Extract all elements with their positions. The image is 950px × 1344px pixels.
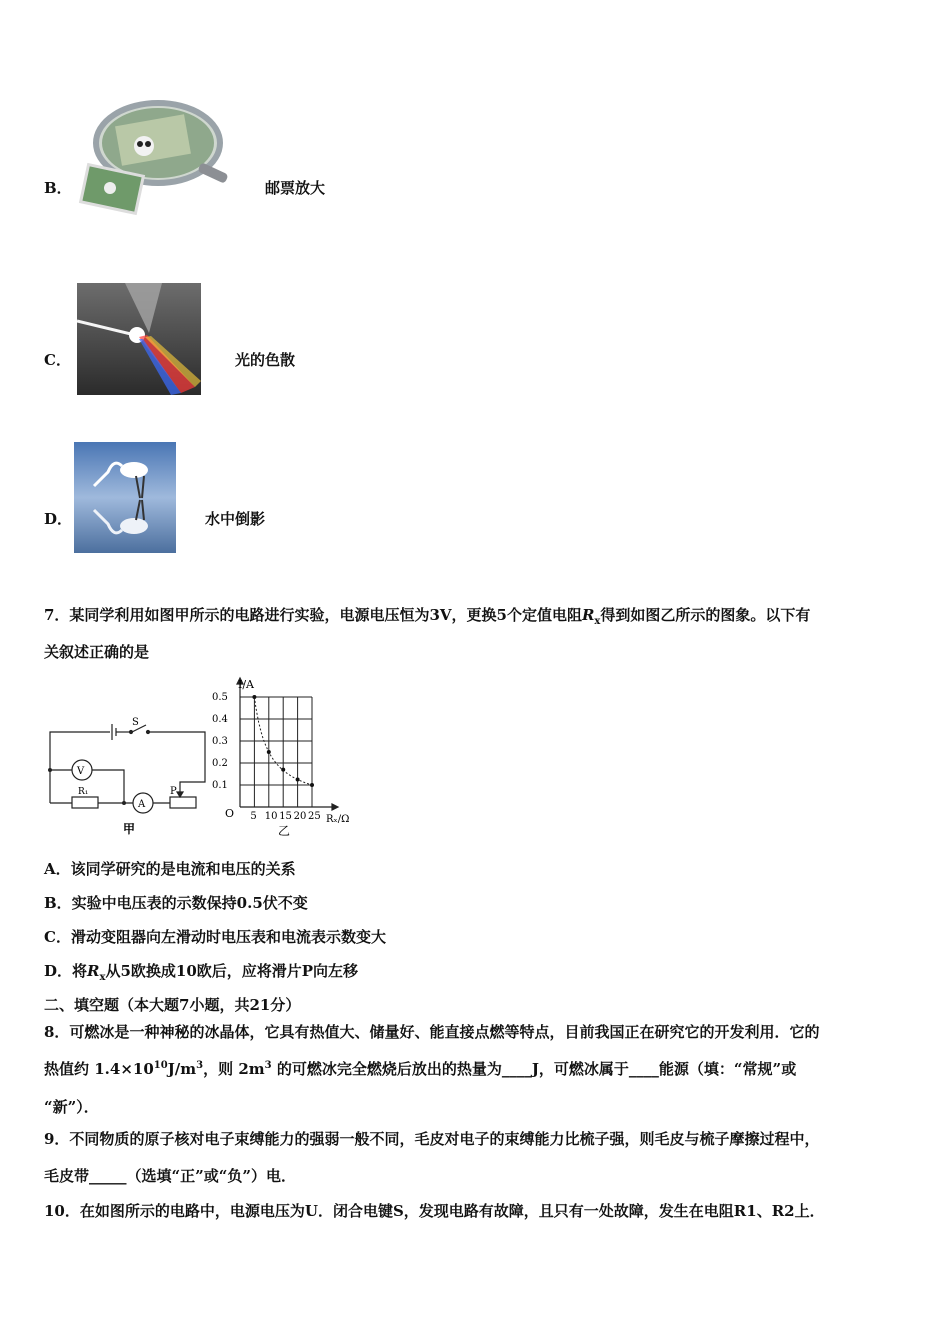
circuit-caption: 甲 [123, 822, 136, 836]
q7-option-d [44, 960, 358, 983]
water-reflection-image [74, 442, 176, 553]
circuit-label-p: P [170, 786, 177, 797]
y-tick-label: 0.3 [212, 736, 228, 747]
q7-stem-line2: 关叙述正确的是 [44, 643, 150, 661]
graph-i-vs-r [208, 672, 368, 842]
section-2-heading: 二、填空题（本大题7小题，共21分） [44, 996, 301, 1014]
q7-option-d-part-b: 从5欧换成10欧后，应将滑片P向左移 [105, 962, 359, 980]
y-tick-label: 0.1 [212, 780, 228, 791]
q8-part-c: ，则 2m [203, 1060, 265, 1078]
prism-dispersion-image [77, 283, 201, 395]
data-point [267, 750, 271, 754]
q8-exp1: 10 [153, 1060, 168, 1071]
q8-part-a: 热值约 1.4×10 [44, 1060, 154, 1078]
graph-ylabel: I/A [238, 678, 254, 691]
data-point [296, 778, 300, 782]
circuit-label-v: V [77, 766, 85, 777]
circuit-label-a: A [138, 799, 146, 810]
x-tick-label: 25 [308, 811, 321, 822]
graph-caption: 乙 [278, 824, 291, 838]
q8-line1: 8．可燃冰是一种神秘的冰晶体，它具有热值大、储量好、能直接点燃等特点，目前我国正在研究它的开发利用．它的 [44, 1023, 820, 1041]
q7-option-c: C．滑动变阻器向左滑动时电压表和电流表示数变大 [44, 928, 386, 946]
data-point [252, 695, 256, 699]
q9-line2: 毛皮带_____（选填“正”或“负”）电． [44, 1167, 297, 1185]
graph-xlabel: Rₓ/Ω [326, 814, 350, 825]
option-c-caption: 光的色散 [235, 351, 296, 369]
x-tick-label: 5 [250, 811, 257, 822]
x-tick-label: 20 [293, 811, 307, 822]
option-b-letter: B． [44, 179, 72, 197]
x-tick-label: 15 [279, 811, 292, 822]
q7-stem-part-b: 得到如图乙所示的图象。以下有 [600, 606, 811, 624]
data-point [281, 768, 285, 772]
magnifier-stamp-image [78, 98, 230, 216]
graph-origin: O [225, 807, 235, 820]
q8-exp3: 3 [264, 1060, 272, 1071]
option-c-letter: C． [44, 351, 71, 369]
q7-rx-sub: x [594, 616, 601, 627]
x-tick-label: 10 [264, 811, 278, 822]
data-point [310, 783, 314, 787]
option-d-caption: 水中倒影 [205, 510, 266, 528]
x-axis-arrow [332, 804, 338, 810]
q7-option-d-rx-sub: x [99, 972, 106, 983]
q8-line3: “新”）． [44, 1098, 99, 1116]
q8-exp2: 3 [196, 1060, 204, 1071]
q10-line1: 10．在如图所示的电路中，电源电压为U．闭合电键S，发现电路有故障，且只有一处故障，发生在电阻R1、R2上． [44, 1202, 825, 1220]
option-d-letter: D． [44, 510, 73, 528]
option-b-caption: 邮票放大 [265, 179, 326, 197]
y-tick-label: 0.4 [212, 714, 228, 725]
q7-rx-symbol: R [581, 606, 595, 624]
circuit-label-r: R₁ [78, 787, 89, 797]
q9-line1: 9．不同物质的原子核对电子束缚能力的强弱一般不同，毛皮对电子的束缚能力比梳子强，则毛皮与梳子摩擦过程中， [44, 1130, 820, 1148]
q7-option-b: B．实验中电压表的示数保持0.5伏不变 [44, 894, 308, 912]
q7-option-a: A．该同学研究的是电流和电压的关系 [44, 860, 296, 878]
circuit-diagram [40, 710, 220, 840]
q7-stem-part-a: 7．某同学利用如图甲所示的电路进行实验，电源电压恒为3V，更换5个定值电阻 [44, 606, 582, 624]
circuit-label-s: S [132, 717, 139, 728]
q7-option-d-part-a: D．将 [44, 962, 88, 980]
q7-stem-line1 [44, 604, 810, 627]
q8-part-d: 的可燃冰完全燃烧后放出的热量为____J，可燃冰属于____能源（填：“常规”或 [271, 1060, 797, 1078]
y-tick-label: 0.2 [212, 758, 228, 769]
q8-part-b: J/m [167, 1060, 197, 1078]
q8-line2 [44, 1058, 796, 1079]
q7-option-d-rx: R [87, 962, 100, 980]
y-tick-label: 0.5 [212, 692, 228, 703]
